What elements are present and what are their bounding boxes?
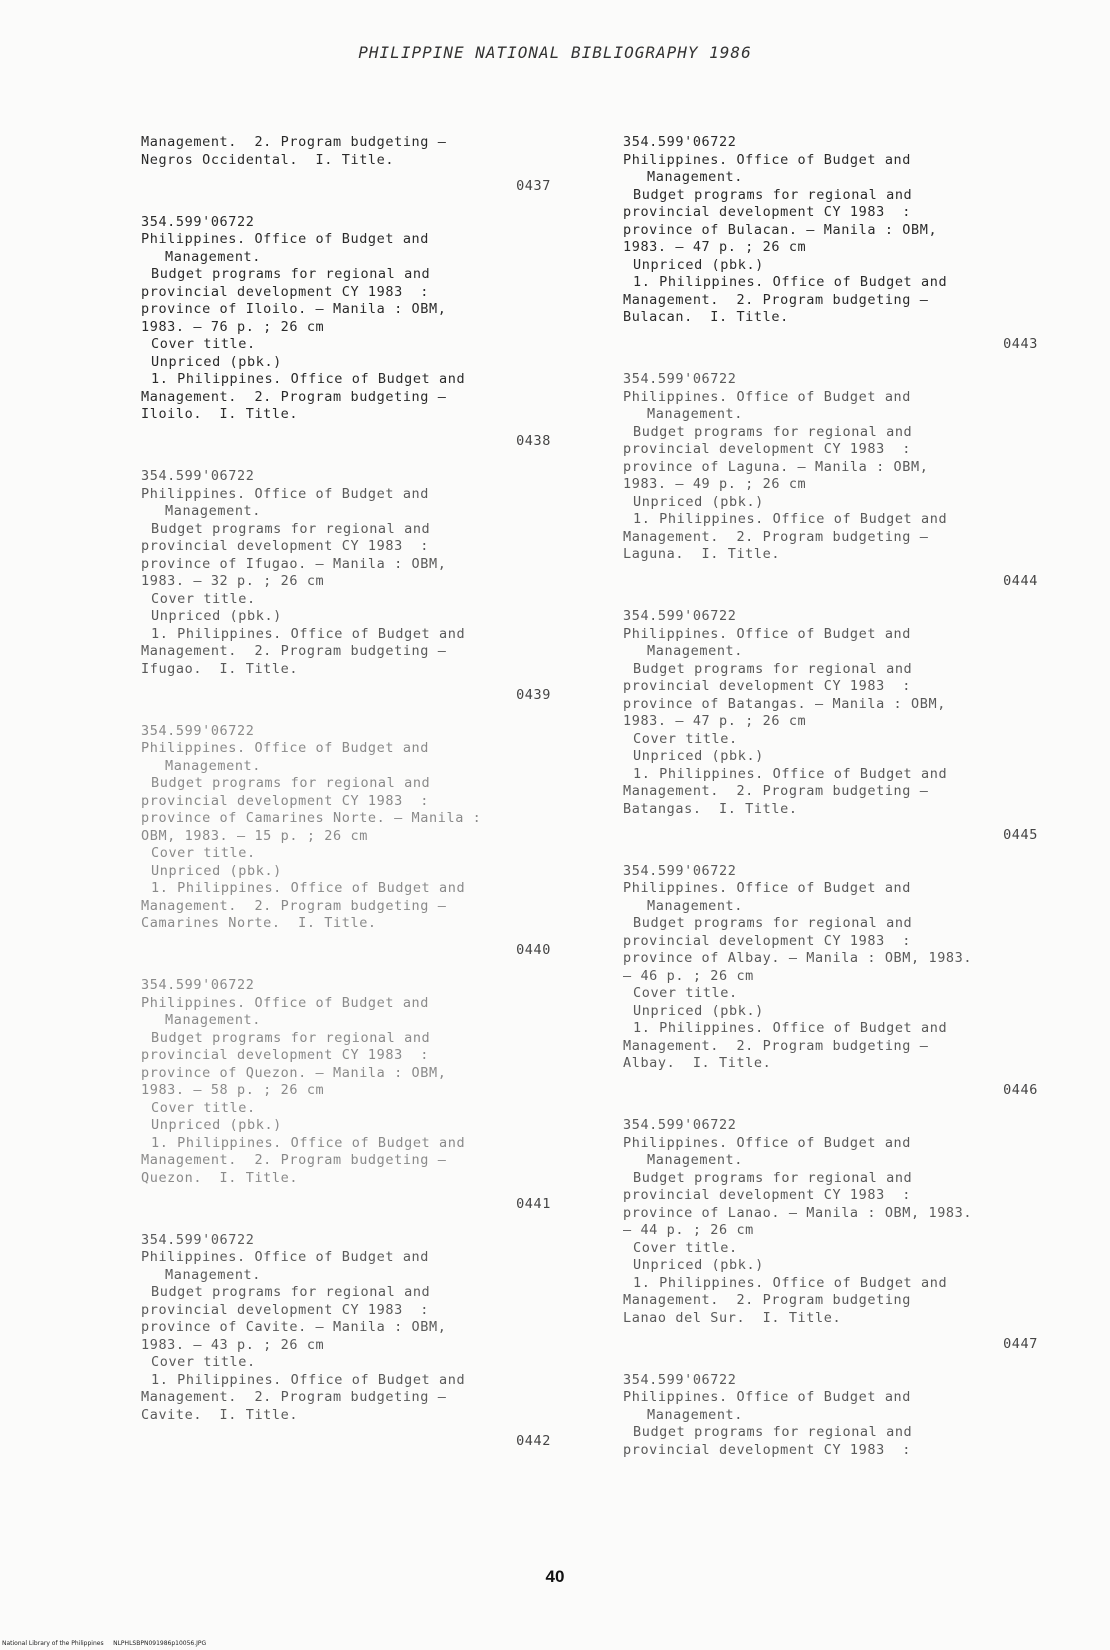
entry-line: 1. Philippines. Office of Budget and <box>633 765 948 782</box>
entry-line: Management. 2. Program budgeting — <box>141 1389 447 1405</box>
entry-line: provincial development CY 1983 : <box>623 678 912 694</box>
entry-line: provincial development CY 1983 : <box>623 932 912 949</box>
entry-line: Iloilo. I. Title. <box>141 406 299 422</box>
entry-number: 0445 <box>1003 827 1038 843</box>
entry-line: Unpriced (pbk.) <box>633 1257 764 1273</box>
entry-line: Budget programs for regional and <box>633 1169 913 1186</box>
entry-line: Management. 2. Program budgeting — <box>623 783 929 799</box>
entry-line: Cover title. <box>151 336 256 352</box>
call-number: 354.599'06722 <box>141 977 255 993</box>
bibliography-entry <box>141 468 551 705</box>
entry-line: Philippines. Office of Budget and <box>623 388 912 405</box>
entry-number: 0442 <box>516 1433 551 1449</box>
entry-line: Quezon. I. Title. <box>141 1169 299 1186</box>
entry-line: 1983. — 76 p. ; 26 cm <box>141 318 325 335</box>
entry-line: Philippines. Office of Budget and <box>141 485 430 502</box>
bibliography-entry <box>141 977 551 1214</box>
entry-line: Management. <box>165 503 262 519</box>
call-number: 354.599'06722 <box>623 608 737 624</box>
entry-line: province of Batangas. — Manila : OBM, <box>623 695 946 712</box>
entry-line: Unpriced (pbk.) <box>151 1117 282 1133</box>
entry-line: Budget programs for regional and <box>633 915 913 931</box>
entry-number: 0437 <box>516 178 551 194</box>
call-number: 354.599'06722 <box>141 1231 255 1248</box>
entry-number: 0446 <box>1003 1081 1038 1098</box>
entry-number: 0439 <box>516 687 551 703</box>
entry-line: Management. 2. Program budgeting — <box>141 897 447 914</box>
entry-line: provincial development CY 1983 : <box>623 204 912 220</box>
entry-line: Management. 2. Program budgeting — <box>623 291 929 308</box>
entry-line: 1983. — 43 p. ; 26 cm <box>141 1336 325 1353</box>
entry-line: Management. 2. Program budgeting — <box>623 1037 929 1054</box>
entry-line: Management. <box>165 248 262 265</box>
entry-line: Budget programs for regional and <box>151 1029 431 1046</box>
entry-line: Budget programs for regional and <box>633 1424 913 1440</box>
entry-line: Management. 2. Program budgeting <box>623 1292 912 1308</box>
entry-line: Management. <box>647 1152 744 1168</box>
call-number: 354.599'06722 <box>623 134 737 150</box>
entry-line: Camarines Norte. I. Title. <box>141 915 377 931</box>
entry-line: Philippines. Office of Budget and <box>141 740 430 756</box>
entry-number: 0443 <box>1003 335 1038 352</box>
entry-line: 1983. — 49 p. ; 26 cm <box>623 476 807 492</box>
entry-line: Cover title. <box>151 1099 256 1116</box>
entry-line: Philippines. Office of Budget and <box>623 151 912 168</box>
entry-line: province of Quezon. — Manila : OBM, <box>141 1064 447 1081</box>
entry-line: Cover title. <box>151 590 256 607</box>
entry-line: province of Iloilo. — Manila : OBM, <box>141 301 447 317</box>
entry-line: Management. <box>165 1266 262 1283</box>
call-number: 354.599'06722 <box>623 1371 737 1388</box>
entry-line: Cover title. <box>151 845 256 861</box>
left-column <box>141 134 551 1469</box>
entry-line: Budget programs for regional and <box>151 266 431 282</box>
entry-line: province of Lanao. — Manila : OBM, 1983. <box>623 1204 973 1221</box>
entry-line: Management. <box>647 169 744 185</box>
entry-line: 1. Philippines. Office of Budget and <box>633 511 948 527</box>
entry-line: province of Albay. — Manila : OBM, 1983. <box>623 950 973 966</box>
bibliography-entry <box>623 134 1038 353</box>
entry-line: Philippines. Office of Budget and <box>141 231 430 247</box>
entry-line: Management. <box>647 1406 744 1423</box>
call-number: 354.599'06722 <box>141 468 255 484</box>
bibliography-entry <box>623 1372 1038 1460</box>
call-number: 354.599'06722 <box>141 722 255 739</box>
entry-line: Albay. I. Title. <box>623 1055 772 1071</box>
entry-number: 0440 <box>516 941 551 958</box>
entry-line: provincial development CY 1983 : <box>623 441 912 457</box>
entry-number: 0441 <box>516 1196 551 1212</box>
entry-line: Management. <box>647 406 744 422</box>
entry-line: 1983. — 47 p. ; 26 cm <box>623 239 807 255</box>
entry-line: Management. 2. Program budgeting — <box>623 528 929 545</box>
entry-line: Unpriced (pbk.) <box>151 608 282 624</box>
entry-line: Philippines. Office of Budget and <box>141 994 430 1011</box>
entry-line: Unpriced (pbk.) <box>633 256 764 273</box>
entry-line: Budget programs for regional and <box>633 186 913 203</box>
entry-line: Budget programs for regional and <box>633 423 913 440</box>
entry-line: Cover title. <box>633 985 738 1001</box>
call-number: 354.599'06722 <box>141 213 255 230</box>
entry-line: 1. Philippines. Office of Budget and <box>151 1134 466 1151</box>
running-head: PHILIPPINE NATIONAL BIBLIOGRAPHY 1986 <box>358 43 752 62</box>
entry-line: Philippines. Office of Budget and <box>623 880 912 896</box>
entry-number: 0438 <box>516 432 551 449</box>
entry-line: Unpriced (pbk.) <box>633 1002 764 1019</box>
entry-line: provincial development CY 1983 : <box>141 538 430 554</box>
bibliography-entry <box>141 214 551 451</box>
entry-line: provincial development CY 1983 : <box>141 792 430 809</box>
entry-line: 1. Philippines. Office of Budget and <box>151 880 466 896</box>
bibliography-entry <box>623 1117 1038 1354</box>
entry-line: 1983. — 32 p. ; 26 cm <box>141 573 325 589</box>
bibliography-entry <box>141 134 551 196</box>
entry-line: Management. <box>165 757 262 774</box>
footer-credit: National Library of the Philippines NLPHLSBPN091986p10056.JPG <box>2 1640 207 1647</box>
call-number: 354.599'06722 <box>623 862 737 879</box>
entry-line: provincial development CY 1983 : <box>623 1441 912 1458</box>
entry-number: 0444 <box>1003 572 1038 589</box>
entry-line: provincial development CY 1983 : <box>141 1047 430 1063</box>
entry-line: Management. 2. Program budgeting — <box>141 1152 447 1168</box>
bibliography-entry <box>623 371 1038 590</box>
entry-line: Bulacan. I. Title. <box>623 309 789 325</box>
entry-line: OBM, 1983. — 15 p. ; 26 cm <box>141 827 368 844</box>
entry-line: 1. Philippines. Office of Budget and <box>633 1020 948 1036</box>
entry-line: Unpriced (pbk.) <box>151 862 282 879</box>
entry-line: Unpriced (pbk.) <box>151 353 282 370</box>
entry-line: Batangas. I. Title. <box>623 800 798 817</box>
bibliography-entry <box>141 1232 551 1451</box>
entry-line: 1. Philippines. Office of Budget and <box>633 1274 948 1291</box>
entry-line: Budget programs for regional and <box>151 775 431 791</box>
entry-line: province of Bulacan. — Manila : OBM, <box>623 221 938 238</box>
page-number: 40 <box>545 1567 565 1586</box>
entry-line: Management. <box>165 1012 262 1028</box>
entry-line: Philippines. Office of Budget and <box>623 1389 912 1405</box>
entry-line: Cavite. I. Title. <box>141 1406 299 1423</box>
entry-line: Philippines. Office of Budget and <box>141 1249 430 1265</box>
entry-line: — 46 p. ; 26 cm <box>623 967 754 984</box>
entry-line: provincial development CY 1983 : <box>623 1187 912 1203</box>
entry-line: province of Ifugao. — Manila : OBM, <box>141 555 447 572</box>
entry-line: Cover title. <box>633 730 738 747</box>
entry-line: 1. Philippines. Office of Budget and <box>633 274 948 290</box>
right-column <box>623 134 1038 1477</box>
entry-line: Ifugao. I. Title. <box>141 660 299 677</box>
entry-line: Unpriced (pbk.) <box>633 493 764 510</box>
entry-line: Cover title. <box>633 1239 738 1256</box>
entry-line: 1983. — 58 p. ; 26 cm <box>141 1082 325 1098</box>
entry-line: 1983. — 47 p. ; 26 cm <box>623 713 807 729</box>
entry-line: Philippines. Office of Budget and <box>623 1134 912 1151</box>
entry-line: province of Laguna. — Manila : OBM, <box>623 458 929 475</box>
entry-number: 0447 <box>1003 1336 1038 1352</box>
entry-line: province of Camarines Norte. — Manila : <box>141 810 482 826</box>
entry-line: Management. 2. Program budgeting — <box>141 388 447 405</box>
entry-line: 1. Philippines. Office of Budget and <box>151 625 466 642</box>
bibliography-entry <box>623 608 1038 845</box>
entry-line: — 44 p. ; 26 cm <box>623 1222 754 1238</box>
entry-line: Management. <box>647 897 744 914</box>
entry-line: Budget programs for regional and <box>151 1284 431 1300</box>
entry-line: Management. <box>647 643 744 659</box>
entry-line: Budget programs for regional and <box>633 660 913 677</box>
bibliography-entry <box>141 723 551 960</box>
entry-line: Philippines. Office of Budget and <box>623 625 912 642</box>
bibliography-entry <box>623 863 1038 1100</box>
entry-line: Unpriced (pbk.) <box>633 748 764 764</box>
entry-line: Laguna. I. Title. <box>623 546 781 562</box>
entry-line: 1. Philippines. Office of Budget and <box>151 371 466 387</box>
entry-line: Lanao del Sur. I. Title. <box>623 1309 842 1326</box>
call-number: 354.599'06722 <box>623 371 737 387</box>
entry-line: provincial development CY 1983 : <box>141 283 430 300</box>
entry-line: Management. 2. Program budgeting — <box>141 134 447 150</box>
call-number: 354.599'06722 <box>623 1117 737 1133</box>
entry-line: Negros Occidental. I. Title. <box>141 151 395 168</box>
entry-line: provincial development CY 1983 : <box>141 1301 430 1318</box>
entry-line: Budget programs for regional and <box>151 520 431 537</box>
entry-line: Management. 2. Program budgeting — <box>141 643 447 659</box>
entry-line: 1. Philippines. Office of Budget and <box>151 1371 466 1388</box>
entry-line: Cover title. <box>151 1354 256 1370</box>
entry-line: province of Cavite. — Manila : OBM, <box>141 1319 447 1335</box>
